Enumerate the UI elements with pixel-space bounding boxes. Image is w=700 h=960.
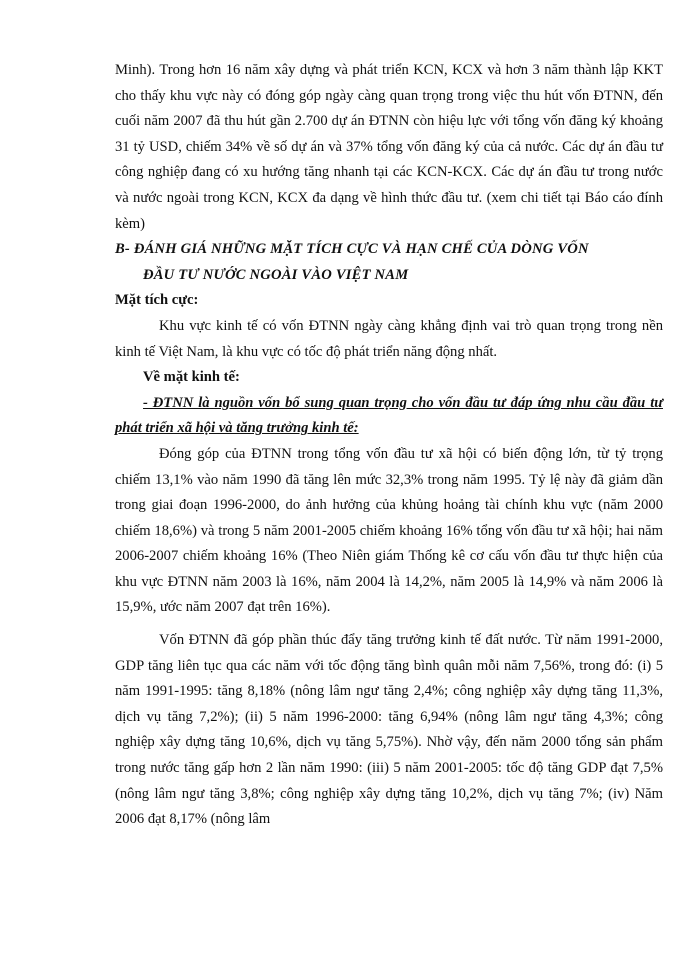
positive-aspects-paragraph: Khu vực kinh tế có vốn ĐTNN ngày càng khẳng định vai trò quan trọng trong nền kinh tế Việt Nam, là khu vực có tốc độ phát triển năng động nhất. [115,317,663,360]
document-page [115,58,663,833]
section-b-heading [115,237,663,288]
economic-aspects-heading: Về mặt kinh tế: [143,369,240,386]
intro-paragraph: Minh). Trong hơn 16 năm xây dựng và phát triển KCN, KCX và hơn 3 năm thành lập KKT cho thấy khu vực này có đóng góp ngày càng quan trọng trong việc thu hút vốn ĐTNN, đến cuối năm 2007 đã thu hút gần 2.700 dự án ĐTNN còn hiệu lực với tổng vốn đăng ký khoảng 31 tỷ USD, chiếm 34% về số dự án và 37% tổng vốn đăng ký của cả nước. Các dự án đầu tư công nghiệp đang có xu hướng tăng nhanh tại các KCN-KCX. Các dự án đầu tư trong nước và nước ngoài trong KCN, KCX đa dạng về hình thức đầu tư. (xem chi tiết tại Báo cáo đính kèm) [115,62,663,232]
contribution-paragraph: Đóng góp của ĐTNN trong tổng vốn đầu tư xã hội có biến động lớn, từ tỷ trọng chiếm 13,1% vào năm 1990 đã tăng lên mức 32,3% trong năm 1995. Tỷ lệ này đã giảm dần trong giai đoạn 1996-2000, do ảnh hưởng của khủng hoảng tài chính khu vực (năm 2000 chiếm 18,6%) và trong 5 năm 2001-2005 chiếm khoảng 16% tổng vốn đầu tư xã hội; hai năm 2006-2007 chiếm khoảng 16% (Theo Niên giám Thống kê cơ cấu vốn đầu tư thực hiện của khu vực ĐTNN năm 2003 là 16%, năm 2004 là 14,2%, năm 2005 là 14,9% và năm 2006 là 15,9%, ước năm 2007 đạt trên 16%). [115,445,663,616]
fdi-capital-subheading: - ĐTNN là nguồn vốn bổ sung quan trọng cho vốn đầu tư đáp ứng nhu cầu đầu tư phát triển xã hội và tăng trưởng kinh tế: [115,394,663,437]
section-b-heading-line1: B- ĐÁNH GIÁ NHỮNG MẶT TÍCH CỰC VÀ HẠN CHẾ CỦA DÒNG VỐN [115,241,589,258]
positive-aspects-heading: Mặt tích cực: [115,292,199,309]
section-b-heading-line2: ĐẦU TƯ NƯỚC NGOÀI VÀO VIỆT NAM [143,266,409,283]
growth-paragraph: Vốn ĐTNN đã góp phần thúc đẩy tăng trưởng kinh tế đất nước. Từ năm 1991-2000, GDP tăng liên tục qua các năm với tốc động tăng bình quân mỗi năm 7,56%, trong đó: (i) 5 năm 1991-1995: tăng 8,18% (nông lâm ngư tăng 2,4%; công nghiệp xây dựng tăng 11,3%, dịch vụ tăng 7,2%); (ii) 5 năm 1996-2000: tăng 6,94% (nông lâm ngư tăng 4,3%; công nghiệp xây dựng tăng 10,6%, dịch vụ tăng 5,75%). Nhờ vậy, đến năm 2000 tổng sản phẩm trong nước tăng gấp hơn 2 lần năm 1990: (iii) 5 năm 2001-2005: tốc độ tăng GDP đạt 7,5% (nông lâm ngư tăng 3,8%; công nghiệp xây dựng tăng 10,2%, dịch vụ tăng 7%; (iv) Năm 2006 đạt 8,17% (nông lâm [115,632,663,828]
